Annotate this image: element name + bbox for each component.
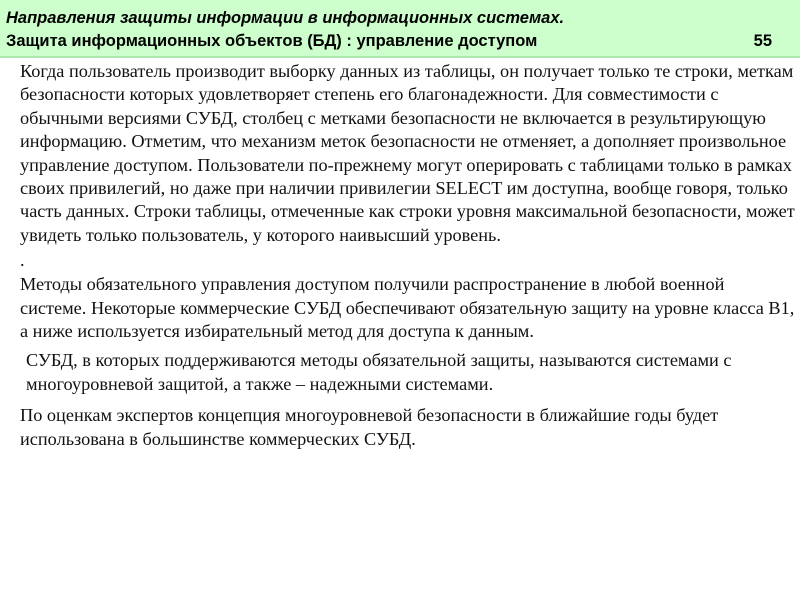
header-title-line2: Защита информационных объектов (БД) : управление доступом: [6, 32, 538, 50]
paragraph-security-labels: Когда пользователь производит выборку данных из таблицы, он получает только те строки, меткам безопасности которых удовлетворяет степень его благонадежности. Для совместимости с обычными версиями СУБД, столбец с метками безопасности не включается в результирующую информацию. Отметим, что механизм меток безопасности не отменяет, а дополняет произвольное управление доступом. Пользователи по-прежнему могут оперировать с таблицами только в рамках своих привилегий, но даже при наличии привилегии SELECT им доступна, вообще говоря, только часть данных. Строки таблицы, отмеченные как строки уровня максимальной безопасности, может увидеть только пользователь, у которого наивысший уровень.: [20, 61, 795, 245]
slide-header: [0, 0, 800, 58]
paragraph-multilevel-systems: СУБД, в которых поддерживаются методы обязательной защиты, называются системами с многоуровневой защитой, а также – надежными системами.: [26, 350, 732, 394]
slide-body: [20, 60, 795, 451]
page-number: 55: [753, 32, 772, 50]
paragraph-separator-dot: .: [20, 250, 25, 271]
paragraph-expert-forecast: По оценкам экспертов концепция многоуровневой безопасности в ближайшие годы будет использована в большинстве коммерческих СУБД.: [20, 405, 719, 449]
header-title-line1: Направления защиты информации в информационных системах.: [6, 9, 565, 27]
paragraph-mandatory-access: Методы обязательного управления доступом получили распространение в любой военной системе. Некоторые коммерческие СУБД обеспечивают обязательную защиту на уровне класса B1, а ниже используется избирательный метод для доступа к данным.: [20, 274, 795, 342]
